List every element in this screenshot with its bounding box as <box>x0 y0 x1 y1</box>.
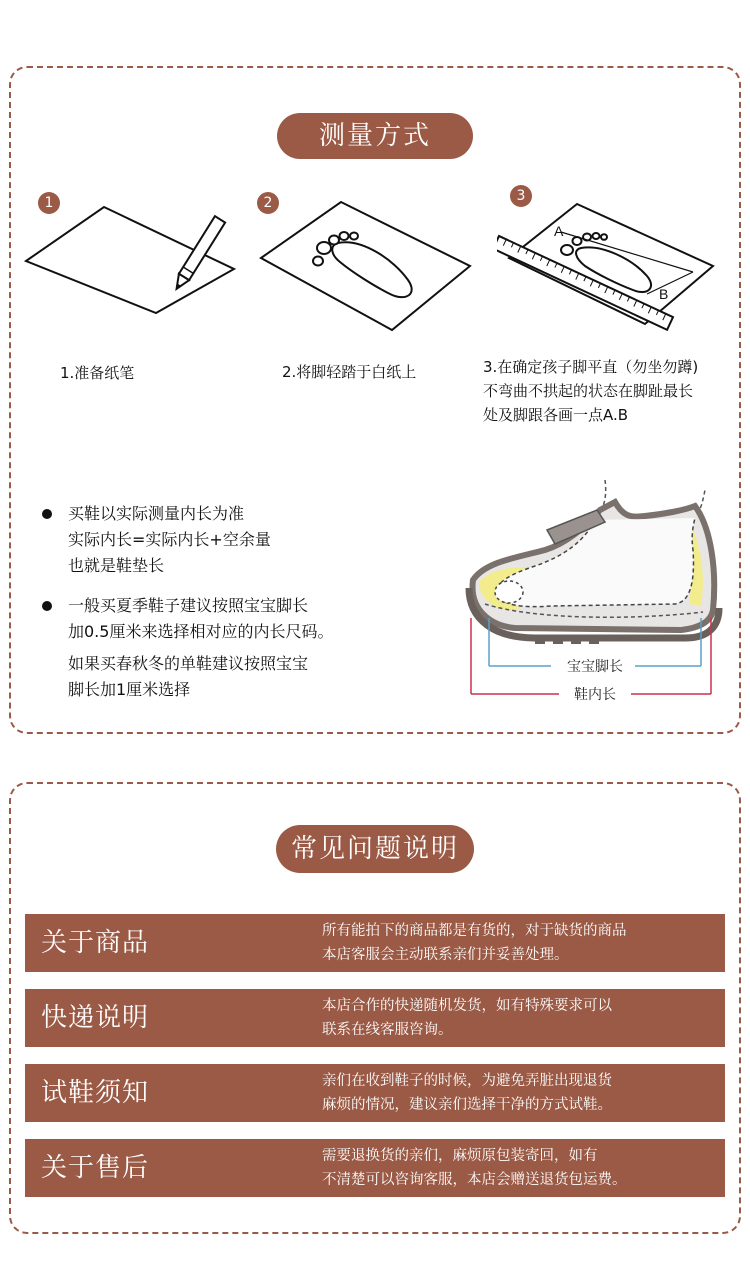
faq-row-title: 快递说明 <box>41 1003 150 1033</box>
bullet-dot <box>42 601 52 611</box>
foot-length-label: 宝宝脚长 <box>567 658 623 674</box>
faq-row-line: 联系在线客服咨询。 <box>322 1022 453 1038</box>
faq-row-title: 关于售后 <box>41 1153 150 1183</box>
step-3-badge: 3 <box>510 185 532 207</box>
bullet-2-line: 加0.5厘米来选择相对应的内长尺码。 <box>68 622 334 641</box>
faq-row-title: 关于商品 <box>41 928 150 958</box>
step-3-caption-line: 不弯曲不拱起的状态在脚趾最长 <box>483 382 694 400</box>
faq-row-line: 本店合作的快递随机发货，如有特殊要求可以 <box>322 998 612 1014</box>
shoe-diagram <box>455 470 725 705</box>
faq-row-line: 亲们在收到鞋子的时候，为避免弄脏出现退货 <box>322 1073 612 1089</box>
step-2-caption: 2.将脚轻踏于白纸上 <box>282 363 417 381</box>
faq-row-product <box>25 914 725 972</box>
step-1-caption: 1.准备纸笔 <box>60 364 135 382</box>
faq-row-after-sales <box>25 1139 725 1197</box>
mark-a: A <box>554 223 564 239</box>
step-2-badge: 2 <box>257 192 279 214</box>
bullet-1-line: 也就是鞋垫长 <box>68 556 165 575</box>
step-3-caption <box>483 355 698 427</box>
step-1-badge: 1 <box>38 192 60 214</box>
step-3-caption-line: 3.在确定孩子脚平直（勿坐勿蹲) <box>483 358 699 376</box>
bullet-2 <box>68 593 333 703</box>
bullet-2-line: 脚长加1厘米选择 <box>68 680 191 699</box>
faq-row-line: 本店客服会主动联系亲们并妥善处理。 <box>322 947 569 963</box>
footprint-paper-icon <box>258 198 474 333</box>
bullet-1 <box>68 501 271 579</box>
measure-title: 测量方式 <box>277 113 473 159</box>
faq-row-body <box>322 919 718 967</box>
faq-row-delivery <box>25 989 725 1047</box>
faq-title: 常见问题说明 <box>276 825 474 873</box>
bullet-2-line: 如果买春秋冬的单鞋建议按照宝宝 <box>68 654 309 673</box>
faq-row-body <box>322 1069 718 1117</box>
faq-row-body <box>322 994 718 1042</box>
faq-row-line: 所有能拍下的商品都是有货的，对于缺货的商品 <box>322 923 627 939</box>
footprint-ruler-icon <box>497 198 717 338</box>
faq-row-line: 麻烦的情况，建议亲们选择干净的方式试鞋。 <box>322 1097 612 1113</box>
step-3-caption-line: 处及脚跟各画一点A.B <box>483 406 629 424</box>
bullet-2-line: 一般买夏季鞋子建议按照宝宝脚长 <box>68 596 309 615</box>
faq-row-try-on <box>25 1064 725 1122</box>
inner-length-label: 鞋内长 <box>574 686 616 702</box>
bullet-dot <box>42 509 52 519</box>
paper-pencil-icon <box>22 205 237 315</box>
faq-row-line: 需要退换货的亲们，麻烦原包装寄回，如有 <box>322 1148 598 1164</box>
mark-b: B <box>659 286 669 302</box>
faq-row-body <box>322 1144 718 1192</box>
faq-row-title: 试鞋须知 <box>41 1078 150 1108</box>
faq-row-line: 不清楚可以咨询客服，本店会赠送退货包运费。 <box>322 1172 627 1188</box>
bullet-1-line: 买鞋以实际测量内长为准 <box>68 504 245 523</box>
bullet-1-line: 实际内长=实际内长+空余量 <box>68 530 271 549</box>
